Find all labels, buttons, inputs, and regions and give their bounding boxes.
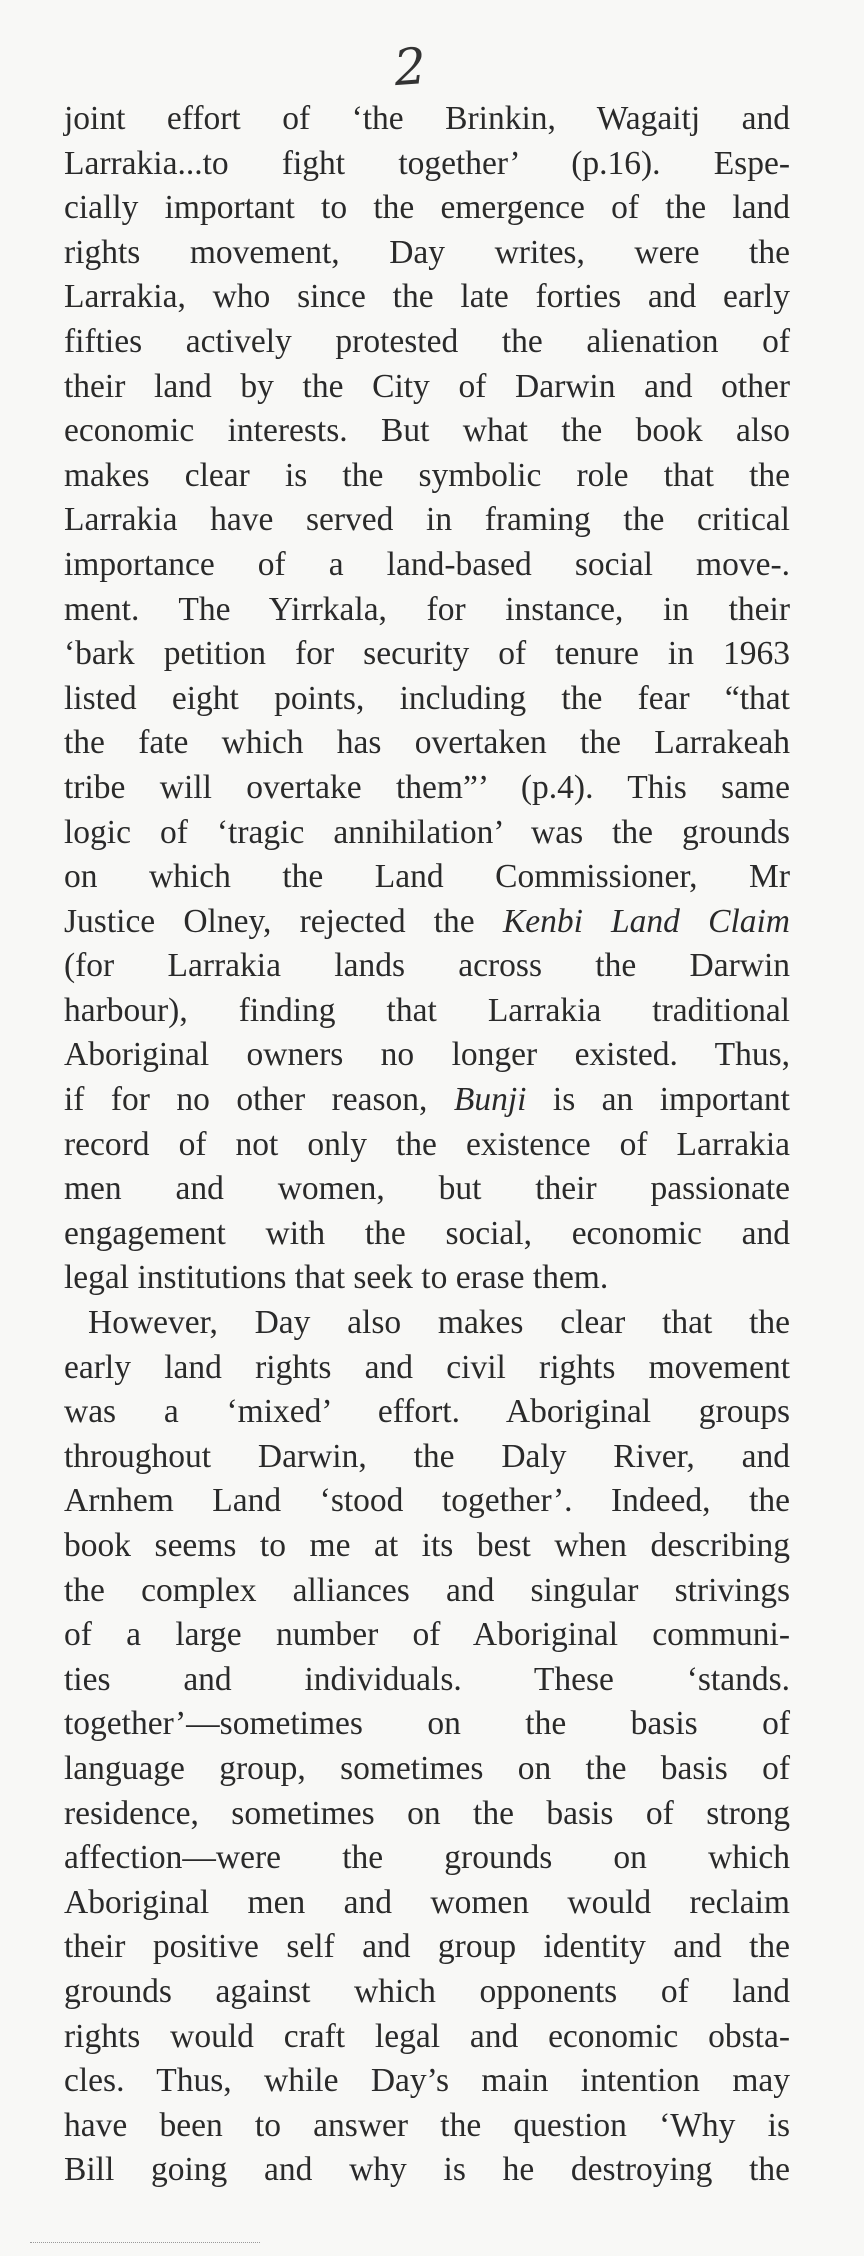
text-line: logic of ‘tragic annihilation’ was the grounds: [64, 813, 790, 851]
text-line: Larrakia...to fight together’ (p.16). Espe-: [64, 144, 790, 182]
text-line: Aboriginal owners no longer existed. Thus,: [64, 1036, 790, 1074]
text-line: men and women, but their passionate: [64, 1170, 790, 1208]
text-line: Aboriginal men and women would reclaim: [64, 1883, 790, 1921]
text-line: early land rights and civil rights movement: [64, 1348, 790, 1386]
text-line: the complex alliances and singular strivings: [64, 1571, 790, 1609]
text-line: Bill going and why is he destroying the: [64, 2151, 790, 2189]
text-line: makes clear is the symbolic role that the: [64, 456, 790, 494]
text-line: ‘bark petition for security of tenure in 1963: [64, 635, 790, 673]
text-line: engagement with the social, economic and: [64, 1214, 790, 1252]
text-line: of a large number of Aboriginal communi-: [64, 1616, 790, 1654]
text-line: cially important to the emergence of the land: [64, 189, 790, 227]
text-line: economic interests. But what the book also: [64, 412, 790, 450]
text-line: Larrakia, who since the late forties and early: [64, 278, 790, 316]
text-line: legal institutions that seek to erase them.: [64, 1259, 609, 1297]
text-line: joint effort of ‘the Brinkin, Wagaitj and: [64, 100, 790, 137]
text-line: tribe will overtake them”’ (p.4). This same: [64, 768, 790, 806]
text-line-bunji: [64, 1078, 790, 1123]
text-line: affection—were the grounds on which: [64, 1839, 790, 1877]
text-line: listed eight points, including the fear “that: [64, 679, 790, 717]
text-fragment: is an important: [526, 1081, 790, 1119]
scan-artifact-rule: [30, 2242, 260, 2245]
text-line: together’—sometimes on the basis of: [64, 1705, 790, 1743]
case-title-kenbi: Kenbi Land Claim: [502, 902, 791, 940]
text-line: rights movement, Day writes, were the: [64, 233, 790, 271]
text-line: Arnhem Land ‘stood together’. Indeed, the: [64, 1482, 790, 1520]
paragraph-2: [64, 1301, 790, 2193]
text-column: [64, 97, 790, 2193]
text-line: record of not only the existence of Larrakia: [64, 1125, 790, 1163]
text-line: on which the Land Commissioner, Mr: [64, 858, 790, 896]
text-line: fifties actively protested the alienation of: [64, 322, 790, 360]
text-line: importance of a land-based social move-.: [64, 545, 790, 583]
text-line: throughout Darwin, the Daly River, and: [64, 1437, 790, 1475]
text-line-kenbi: [64, 900, 790, 945]
text-line: book seems to me at its best when describing: [64, 1527, 790, 1564]
text-fragment: if for no other reason,: [64, 1081, 454, 1119]
text-line: the fate which has overtaken the Larrakeah: [64, 724, 790, 762]
text-line: ties and individuals. These ‘stands.: [64, 1660, 790, 1698]
text-fragment: Justice Olney, rejected the: [64, 902, 503, 940]
paragraph-1: [64, 97, 790, 1301]
text-line: cles. Thus, while Day’s main intention may: [64, 2062, 790, 2100]
text-line: (for Larrakia lands across the Darwin: [64, 947, 790, 985]
book-title-bunji: Bunji: [453, 1081, 527, 1119]
text-line: have been to answer the question ‘Why is: [64, 2106, 790, 2144]
text-line: grounds against which opponents of land: [64, 1972, 790, 2010]
text-line: harbour), finding that Larrakia traditional: [64, 991, 790, 1029]
text-line: ment. The Yirrkala, for instance, in their: [64, 590, 790, 628]
text-line: was a ‘mixed’ effort. Aboriginal groups: [64, 1393, 790, 1431]
text-line: their positive self and group identity and the: [64, 1928, 790, 1966]
text-line: their land by the City of Darwin and other: [64, 367, 790, 405]
page-number: 2: [392, 36, 428, 98]
text-line: residence, sometimes on the basis of strong: [64, 1794, 790, 1832]
text-line: language group, sometimes on the basis of: [64, 1749, 790, 1787]
text-line: However, Day also makes clear that the: [88, 1304, 790, 1342]
text-line: Larrakia have served in framing the critical: [64, 501, 790, 539]
text-line: rights would craft legal and economic obsta-: [64, 2017, 790, 2055]
